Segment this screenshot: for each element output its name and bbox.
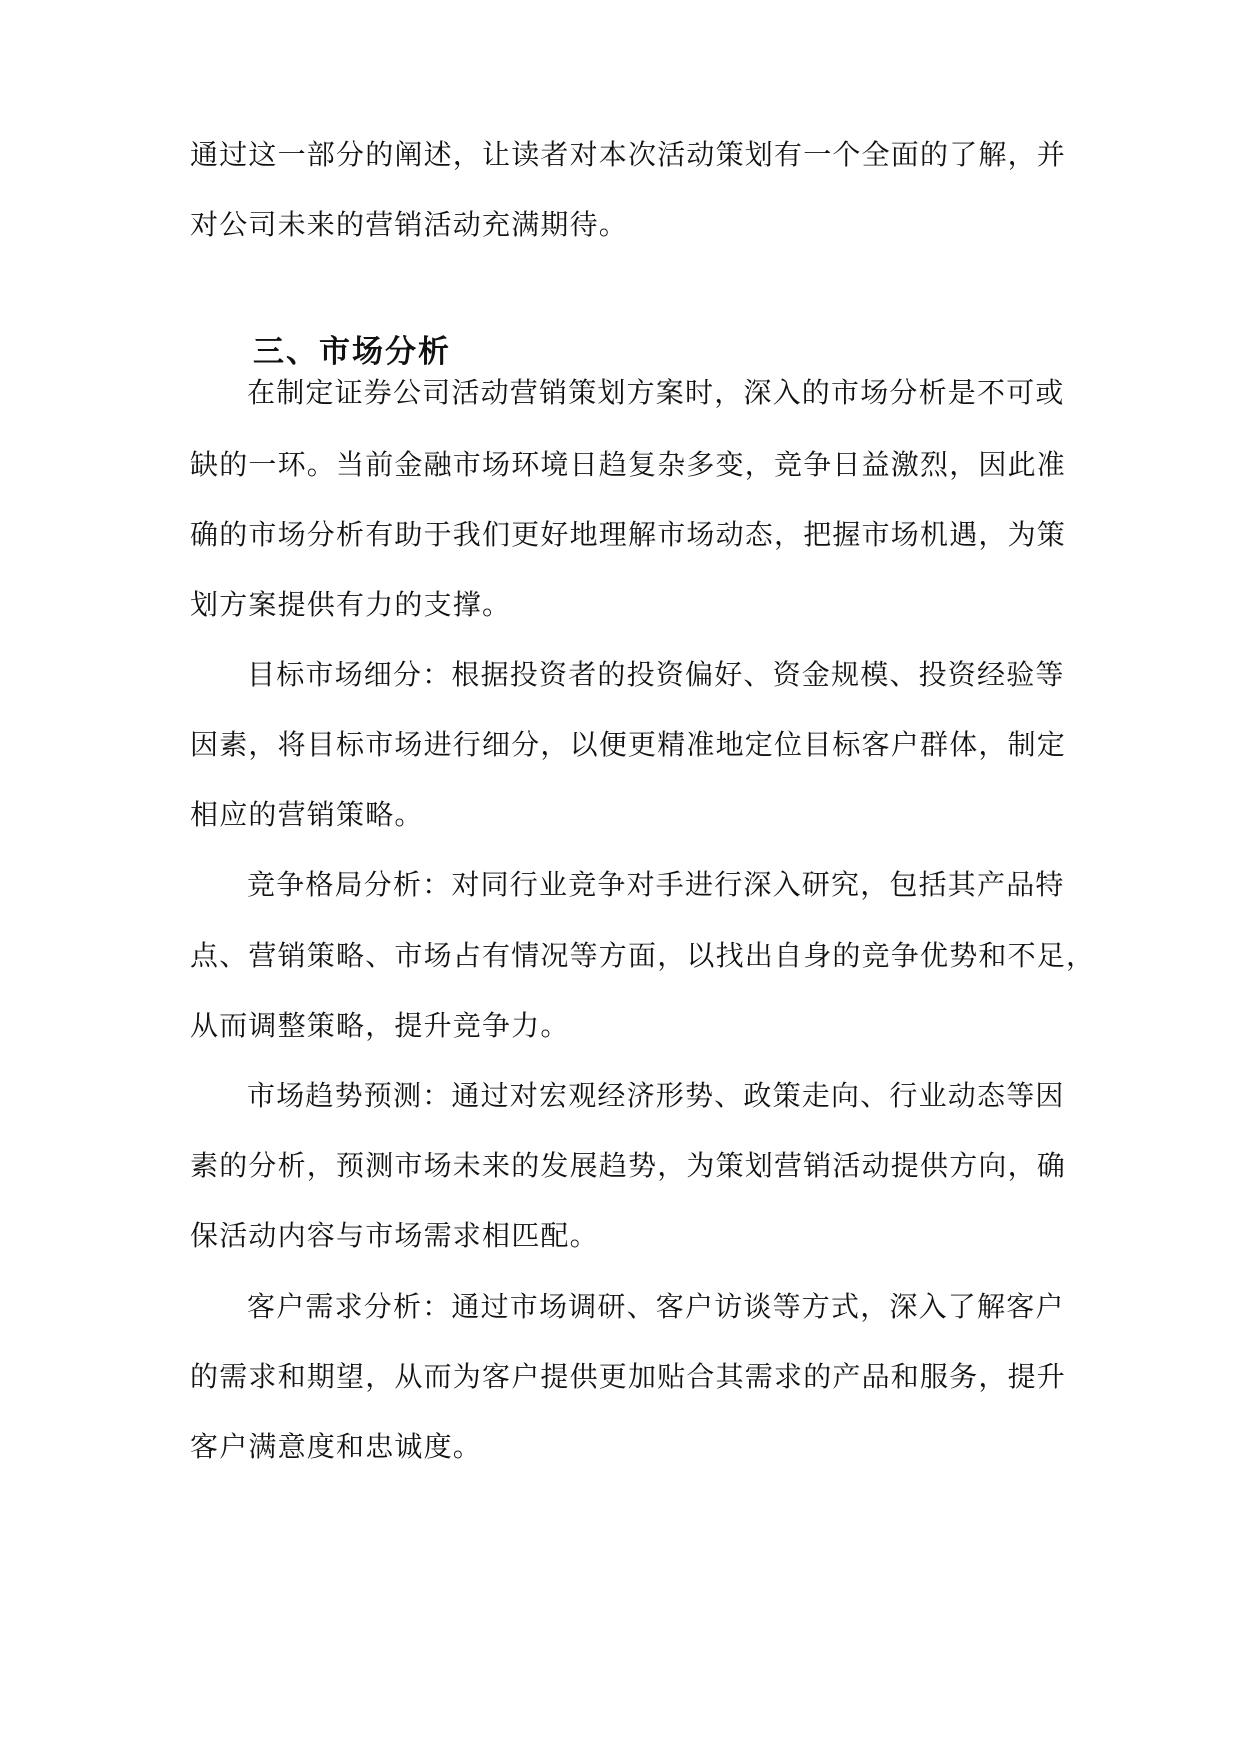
paragraph-3-line-3: 从而调整策略，提升竞争力。 [190, 1009, 570, 1042]
section-heading: 三、市场分析 [253, 334, 451, 370]
paragraph-5-line-3: 客户满意度和忠诚度。 [190, 1430, 483, 1463]
intro-line-2: 对公司未来的营销活动充满期待。 [190, 208, 629, 241]
paragraph-1-line-4: 划方案提供有力的支撑。 [190, 588, 512, 621]
intro-line-1: 通过这一部分的阐述，让读者对本次活动策划有一个全面的了解，并 [190, 138, 1067, 171]
paragraph-2-line-3: 相应的营销策略。 [190, 798, 424, 831]
paragraph-5-line-1: 客户需求分析：通过市场调研、客户访谈等方式，深入了解客户 [247, 1290, 1065, 1323]
paragraph-5-line-2: 的需求和期望，从而为客户提供更加贴合其需求的产品和服务，提升 [190, 1360, 1067, 1393]
paragraph-3-line-1: 竞争格局分析：对同行业竞争对手进行深入研究，包括其产品特 [247, 868, 1065, 901]
paragraph-4-line-2: 素的分析，预测市场未来的发展趋势，为策划营销活动提供方向，确 [190, 1149, 1067, 1182]
paragraph-3-line-2: 点、营销策略、市场占有情况等方面，以找出自身的竞争优势和不足， [190, 939, 1096, 972]
paragraph-2-line-2: 因素，将目标市场进行细分，以便更精准地定位目标客户群体，制定 [190, 728, 1067, 761]
paragraph-1-line-2: 缺的一环。当前金融市场环境日趋复杂多变，竞争日益激烈，因此准 [190, 448, 1067, 481]
paragraph-2-line-1: 目标市场细分：根据投资者的投资偏好、资金规模、投资经验等 [247, 658, 1065, 691]
paragraph-1-line-3: 确的市场分析有助于我们更好地理解市场动态，把握市场机遇，为策 [190, 518, 1067, 551]
paragraph-1-line-1: 在制定证券公司活动营销策划方案时，深入的市场分析是不可或 [247, 376, 1065, 409]
paragraph-4-line-3: 保活动内容与市场需求相匹配。 [190, 1219, 599, 1252]
paragraph-4-line-1: 市场趋势预测：通过对宏观经济形势、政策走向、行业动态等因 [247, 1079, 1065, 1112]
